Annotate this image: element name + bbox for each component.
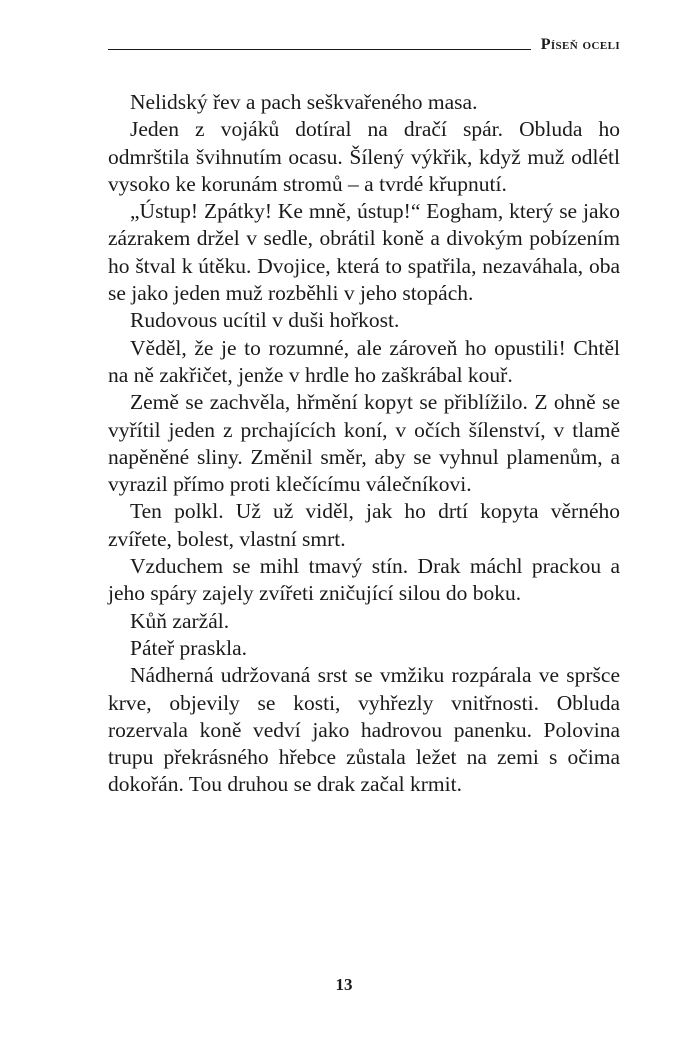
paragraph: Rudovous ucítil v duši hořkost. (130, 308, 400, 333)
page-number: 13 (335, 975, 353, 994)
header-rule (108, 49, 531, 50)
running-header (108, 30, 620, 54)
paragraph: Věděl, že je to rozumné, ale zároveň ho opustili! Chtěl na ně zakřičet, jenže v hrdle ho zaškrábal kouř. (108, 335, 620, 387)
body-text (108, 89, 620, 799)
paragraph: Jeden z vojáků dotíral na dračí spár. Obluda ho odmrštila švihnutím ocasu. Šílený výkřik, když muž odlétl vysoko ke korunám stromů – a tvrdé křupnutí. (108, 117, 620, 196)
paragraph: Kůň zaržál. (130, 608, 230, 633)
paragraph: Země se zachvěla, hřmění kopyt se přiblížilo. Z ohně se vyřítil jeden z prchajících koní, v očích šílenství, v tlamě napěněné sliny. Změnil směr, aby se vyhnul plamenům, a vyrazil přímo proti klečícímu válečníkovi. (108, 390, 620, 497)
paragraph: Ten polkl. Už už viděl, jak ho drtí kopyta věrného zvířete, bolest, vlastní smrt. (108, 499, 620, 551)
paragraph: Vzduchem se mihl tmavý stín. Drak máchl prackou a jeho spáry zajely zvířeti zničující silou do boku. (108, 554, 620, 606)
paragraph: Páteř praskla. (130, 635, 248, 660)
paragraph: Nádherná udržovaná srst se vmžiku rozpárala ve spršce krve, objevily se kosti, vyhřezly vnitřnosti. Obluda rozervala koně vedví jako hadrovou panenku. Polovina trupu překrásného hřebce zůstala ležet na zemi s očima dokořán. Tou druhou se drak začal krmit. (108, 663, 620, 797)
running-header-title: Píseň oceli (540, 36, 620, 53)
paragraph: Nelidský řev a pach seškvařeného masa. (130, 90, 478, 114)
paragraph: „Ústup! Zpátky! Ke mně, ústup!“ Eogham, který se jako zázrakem držel v sedle, obrátil koně a divokým pobízením ho štval k útěku. Dvojice, která to spatřila, nezaváhala, oba se jako jeden muž rozběhli v jeho stopách. (108, 199, 620, 306)
